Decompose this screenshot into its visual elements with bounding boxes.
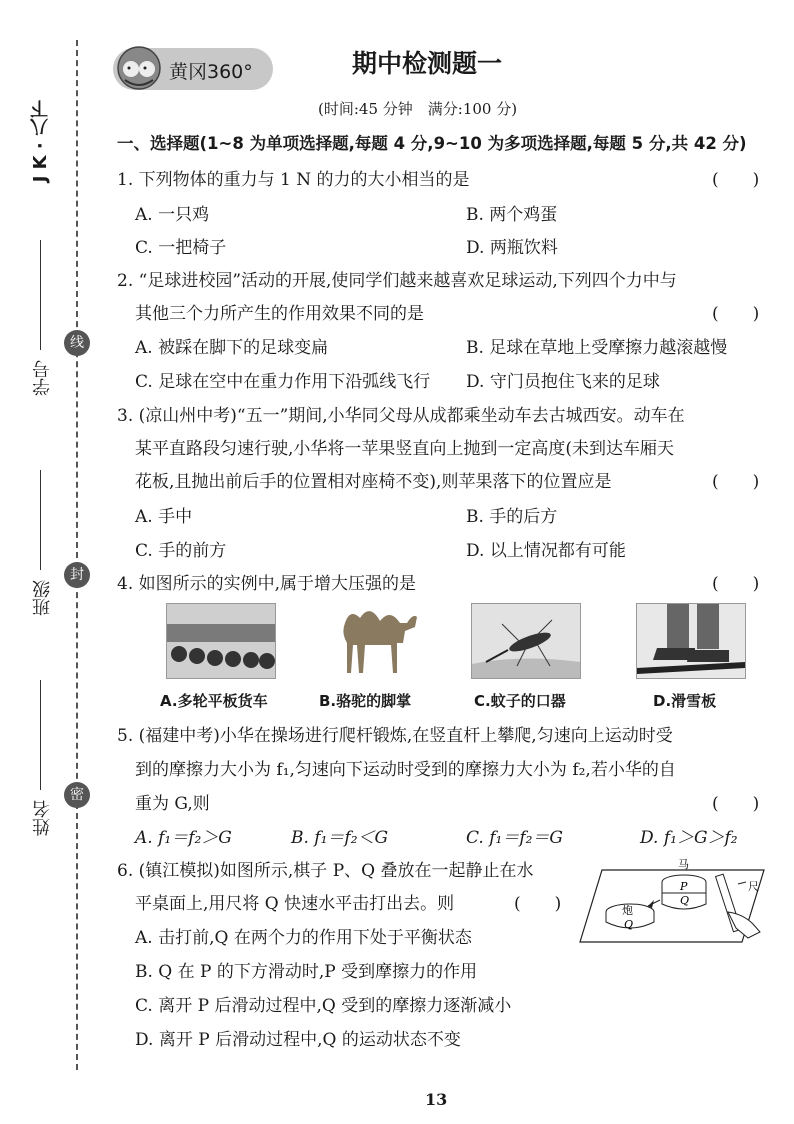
page-title: 期中检测题一: [352, 49, 503, 78]
q1-stem: 1. 下列物体的重力与 1 N 的力的大小相当的是: [117, 170, 470, 190]
q1-option-d[interactable]: D. 两瓶饮料: [466, 238, 558, 258]
q3-option-b[interactable]: B. 手的后方: [466, 507, 558, 527]
q6-option-d[interactable]: D. 离开 P 后滑动过程中,Q 的运动状态不变: [135, 1030, 461, 1050]
q4-option-d[interactable]: D.滑雪板: [653, 692, 717, 710]
mascot-icon: [115, 44, 163, 94]
q2-option-d[interactable]: D. 守门员抱住飞来的足球: [466, 372, 660, 392]
section-heading: 一、选择题(1~8 为单项选择题,每题 4 分,9~10 为多项选择题,每题 5 分,共 42 分): [117, 134, 747, 153]
name-label: 姓名: [32, 800, 53, 836]
page-number: 13: [425, 1090, 448, 1109]
q6-fig-label-ruler: 尺: [748, 880, 759, 893]
photo-snowboard: [636, 603, 746, 679]
q6-option-b[interactable]: B. Q 在 P 的下方滑动时,P 受到摩擦力的作用: [135, 962, 478, 982]
q6-fig-label-q2: Q: [624, 918, 634, 931]
q3-answer-bracket[interactable]: ( ): [712, 472, 760, 492]
q5-answer-bracket[interactable]: ( ): [712, 794, 760, 814]
seal-feng: 封: [64, 562, 90, 588]
q4-stem: 4. 如图所示的实例中,属于增大压强的是: [117, 574, 417, 594]
class-label: 班级: [32, 580, 53, 616]
q1-option-c[interactable]: C. 一把椅子: [135, 238, 227, 258]
q3-option-a[interactable]: A. 手中: [135, 507, 193, 527]
q3-stem-line2: 某平直路段匀速行驶,小华将一苹果竖直向上抛到一定高度(未到达车厢天: [135, 439, 675, 459]
photo-camel: [325, 603, 433, 677]
q5-stem-line1: 5. (福建中考)小华在操场进行爬杆锻炼,在竖直杆上攀爬,匀速向上运动时受: [117, 726, 673, 746]
q6-stem-line1: 6. (镇江模拟)如图所示,棋子 P、Q 叠放在一起静止在水: [117, 861, 534, 881]
q2-option-a[interactable]: A. 被踩在脚下的足球变扁: [135, 338, 329, 358]
q6-figure: [578, 852, 768, 948]
q5-option-a[interactable]: A. f₁＝f₂＞G: [135, 828, 232, 848]
q2-option-b[interactable]: B. 足球在草地上受摩擦力越滚越慢: [466, 338, 728, 358]
binding-dashed-line: [76, 40, 78, 1070]
q6-stem-line2: 平桌面上,用尺将 Q 快速水平击打出去。则: [135, 894, 455, 914]
q4-option-c[interactable]: C.蚊子的口器: [474, 692, 566, 710]
q4-option-a[interactable]: A.多轮平板货车: [160, 692, 268, 710]
q1-option-b[interactable]: B. 两个鸡蛋: [466, 205, 558, 225]
q3-option-d[interactable]: D. 以上情况都有可能: [466, 541, 626, 561]
student-no-line: [40, 240, 41, 350]
q4-answer-bracket[interactable]: ( ): [712, 574, 760, 594]
q6-fig-label-pao: 炮: [622, 904, 633, 917]
grade-label: J K · 八下: [30, 100, 51, 183]
badge-text: 黄冈360°: [169, 61, 253, 83]
q6-fig-label-p: P: [680, 880, 688, 893]
q2-stem-line2: 其他三个力所产生的作用效果不同的是: [135, 304, 424, 324]
q2-stem-line1: 2. “足球进校园”活动的开展,使同学们越来越喜欢足球运动,下列四个力中与: [117, 271, 677, 291]
name-line: [40, 680, 41, 790]
q6-option-a[interactable]: A. 击打前,Q 在两个力的作用下处于平衡状态: [135, 928, 472, 948]
student-no-label: 学号: [32, 360, 53, 396]
q4-option-b[interactable]: B.骆驼的脚掌: [319, 692, 412, 710]
q2-option-c[interactable]: C. 足球在空中在重力作用下沿弧线飞行: [135, 372, 431, 392]
q2-answer-bracket[interactable]: ( ): [712, 304, 760, 324]
q6-fig-label-q: Q: [680, 894, 690, 907]
q5-option-c[interactable]: C. f₁＝f₂＝G: [466, 828, 564, 848]
seal-mi: 密: [64, 782, 90, 808]
seal-xian: 线: [64, 330, 90, 356]
q5-stem-line3: 重为 G,则: [135, 794, 210, 814]
brand-badge: [113, 48, 273, 90]
q6-fig-label-ma: 马: [678, 858, 689, 871]
q1-answer-bracket[interactable]: ( ): [712, 170, 760, 190]
photo-mosquito: [471, 603, 581, 679]
q5-option-b[interactable]: B. f₁＝f₂＜G: [291, 828, 389, 848]
class-line: [40, 470, 41, 570]
q6-option-c[interactable]: C. 离开 P 后滑动过程中,Q 受到的摩擦力逐渐减小: [135, 996, 512, 1016]
exam-time-info: (时间:45 分钟 满分:100 分): [318, 100, 518, 118]
q6-answer-bracket[interactable]: ( ): [514, 894, 562, 914]
q5-stem-line2: 到的摩擦力大小为 f₁,匀速向下运动时受到的摩擦力大小为 f₂,若小华的自: [135, 760, 676, 780]
q3-option-c[interactable]: C. 手的前方: [135, 541, 227, 561]
q3-stem-line1: 3. (凉山州中考)“五一”期间,小华同父母从成都乘坐动车去古城西安。动车在: [117, 406, 685, 426]
q5-option-d[interactable]: D. f₁＞G＞f₂: [640, 828, 738, 848]
photo-flatbed-truck: [166, 603, 276, 679]
q1-option-a[interactable]: A. 一只鸡: [135, 205, 210, 225]
q3-stem-line3: 花板,且抛出前后手的位置相对座椅不变),则苹果落下的位置应是: [135, 472, 612, 492]
